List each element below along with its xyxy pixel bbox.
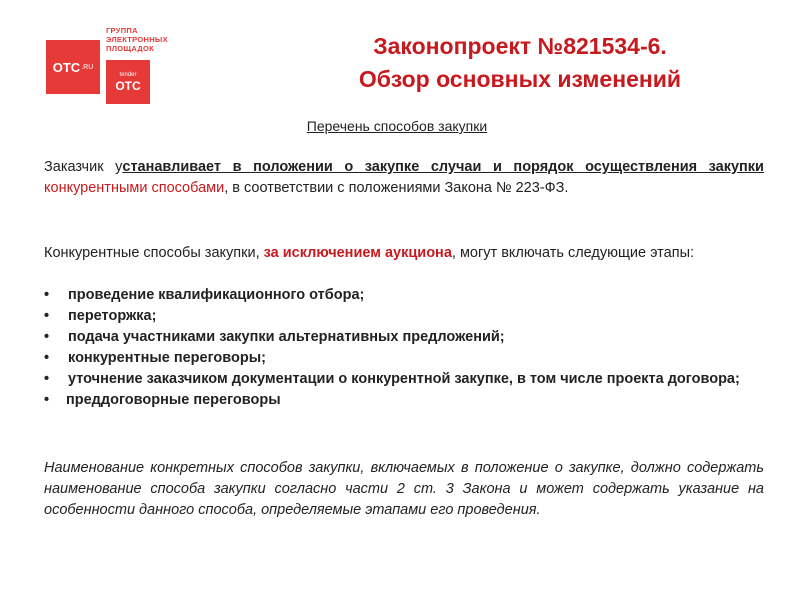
stages-list [44, 285, 764, 411]
bullet: • [44, 329, 50, 345]
list-item [44, 327, 764, 348]
bullet: • [44, 371, 50, 387]
list-item [44, 390, 764, 411]
group-caption-line: ЭЛЕКТРОННЫХ [106, 35, 168, 44]
list-item [44, 306, 764, 327]
list-item-text: проведение квалификационного отбора; [68, 287, 365, 303]
bullet: • [44, 350, 50, 366]
list-item-text: подача участниками закупки альтернативных предложений; [68, 329, 505, 345]
ots-logo [46, 40, 100, 94]
section-subtitle [0, 118, 794, 134]
paragraph1-highlight: конкурентными способами [44, 180, 225, 196]
paragraph1-end: , в соответствии с положениями Закона № 223-ФЗ. [224, 180, 569, 196]
company-logo [46, 26, 176, 116]
ots-logo-text: ОТС [52, 59, 81, 75]
title-line-1: Законопроект №821534-6. [373, 33, 667, 59]
bullet: • [44, 287, 50, 303]
list-item [44, 348, 764, 369]
bullet: • [44, 308, 50, 324]
list-item-text: переторжка; [68, 308, 157, 324]
list-item-text: конкурентные переговоры; [68, 350, 266, 366]
paragraph2-part1: Конкурентные способы закупки, [44, 245, 264, 261]
subtitle-text: Перечень способов закупки [306, 118, 488, 134]
group-caption [106, 26, 168, 53]
bullet: • [44, 392, 50, 408]
tender-logo-small: tender [119, 71, 137, 78]
list-item [44, 369, 764, 390]
group-caption-line: ГРУППА [106, 26, 138, 35]
paragraph1-part1: Заказчик у [44, 159, 123, 175]
paragraph1-emphasis: станавливает в положении о закупке случаи и порядок осуществления закупки [122, 159, 764, 175]
list-item [44, 285, 764, 306]
group-caption-line: ПЛОЩАДОК [106, 44, 154, 53]
title-line-2: Обзор основных изменений [358, 66, 682, 92]
italic-note: Наименование конкретных способов закупки, включаемых в положение о закупке, должно содержать наименование способа закупки согласно части 2 ст. 3 Закона и может содержать указание на особенности данного способа, определяемые этапами его проведения. [44, 460, 764, 518]
list-item-text: уточнение заказчиком документации о конкурентной закупке, в том числе проекта договора; [68, 371, 740, 387]
page-title [300, 30, 740, 96]
ots-logo-suffix: .RU [81, 63, 94, 71]
tender-logo [106, 60, 150, 104]
paragraph-competitive-methods [44, 243, 764, 264]
paragraph-customer-rules [44, 157, 764, 199]
list-item-text: преддоговорные переговоры [66, 392, 281, 408]
tender-logo-text: ОТС [115, 78, 141, 93]
paragraph2-highlight: за исключением аукциона [263, 245, 452, 261]
paragraph2-end: , могут включать следующие этапы: [451, 245, 695, 261]
